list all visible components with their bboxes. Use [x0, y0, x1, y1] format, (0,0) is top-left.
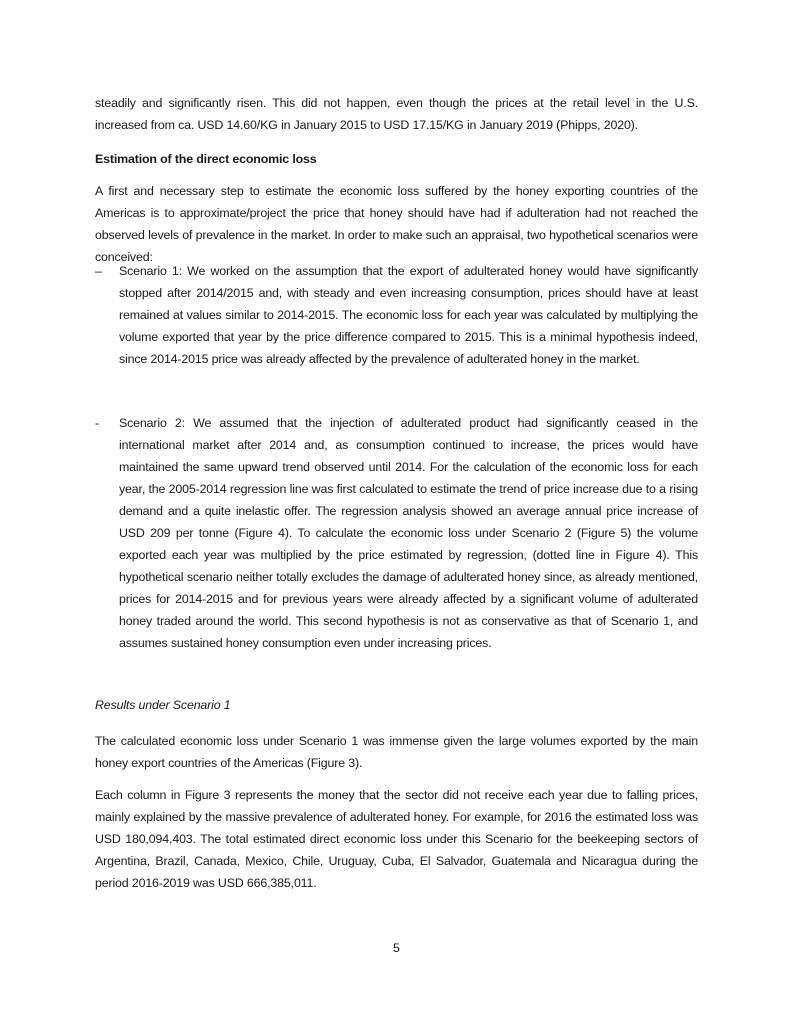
dash-bullet-icon: – — [95, 264, 102, 278]
page-number: 5 — [393, 941, 400, 955]
scenario-2-item — [95, 412, 698, 654]
section-paragraph: A first and necessary step to estimate the economic loss suffered by the honey exporting countries of the Americas is to approximate/project the price that honey should have had if adulteration had not reached the observed levels of prevalence in the market. In order to make such an appraisal, two hypothetical scenarios were conceived: — [95, 184, 698, 264]
results-heading: Results under Scenario 1 — [95, 698, 231, 712]
section-heading: Estimation of the direct economic loss — [95, 152, 317, 166]
scenario-1-text: Scenario 1: We worked on the assumption that the export of adulterated honey would have significantly stopped after 2014/2015 and, with steady and even increasing consumption, prices should have at least remained at values similar to 2014-2015. The economic loss for each year was calculated by multiplying the volume exported that year by the price difference compared to 2015. This is a minimal hypothesis indeed, since 2014-2015 price was already affected by the prevalence of adulterated honey in the market. — [119, 264, 698, 366]
results-paragraph-1: The calculated economic loss under Scenario 1 was immense given the large volumes exported by the main honey export countries of the Americas (Figure 3). — [95, 734, 698, 770]
scenario-1-item — [95, 260, 698, 370]
dash-bullet-icon: - — [95, 416, 99, 430]
scenario-2-text: Scenario 2: We assumed that the injection of adulterated product had significantly ceased in the international market after 2014 and, as consumption continued to increase, the prices would have maintained the same upward trend observed until 2014. For the calculation of the economic loss for each year, the 2005-2014 regression line was first calculated to estimate the trend of price increase due to a rising demand and a quite inelastic offer. The regression analysis showed an average annual price increase of USD 209 per tonne (Figure 4). To calculate the economic loss under Scenario 2 (Figure 5) the volume exported each year was multiplied by the price estimated by regression, (dotted line in Figure 4). This hypothetical scenario neither totally excludes the damage of adulterated honey since, as already mentioned, prices for 2014-2015 and for previous years were already affected by a significant volume of adulterated honey traded around the world. This second hypothesis is not as conservative as that of Scenario 1, and assumes sustained honey consumption even under increasing prices. — [119, 416, 698, 650]
results-paragraph-2: Each column in Figure 3 represents the money that the sector did not receive each year due to falling prices, mainly explained by the massive prevalence of adulterated honey. For example, for 2016 the estimated loss was USD 180,094,403. The total estimated direct economic loss under this Scenario for the beekeeping sectors of Argentina, Brazil, Canada, Mexico, Chile, Uruguay, Cuba, El Salvador, Guatemala and Nicaragua during the period 2016-2019 was USD 666,385,011. — [95, 788, 698, 890]
intro-paragraph: steadily and significantly risen. This did not happen, even though the prices at the retail level in the U.S. increased from ca. USD 14.60/KG in January 2015 to USD 17.15/KG in January 2019 (Phipps, 2020). — [95, 96, 698, 132]
